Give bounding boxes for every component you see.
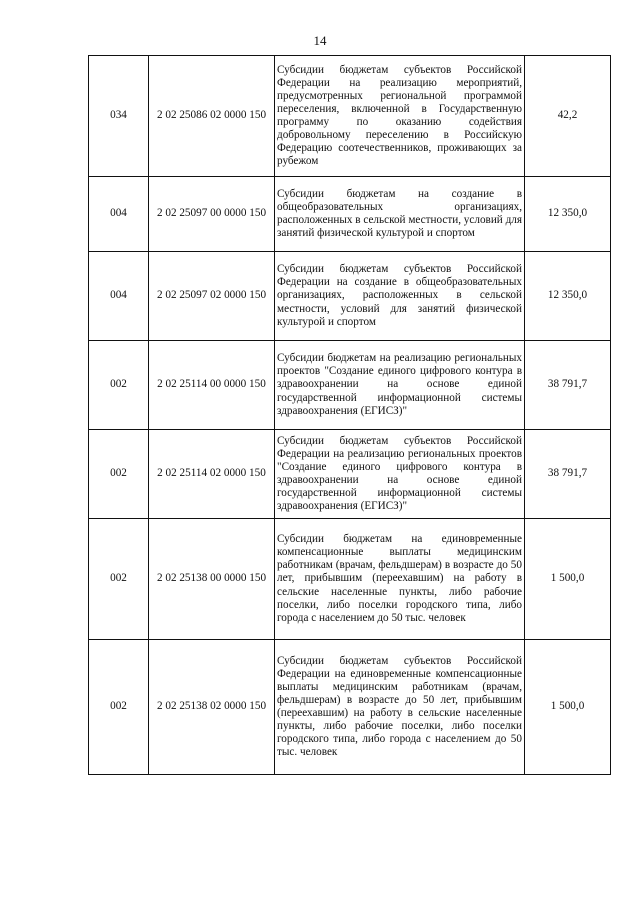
admin-code-cell: 034 <box>89 56 149 177</box>
admin-code-cell: 002 <box>89 640 149 775</box>
admin-code-cell: 002 <box>89 519 149 640</box>
amount-cell: 38 791,7 <box>525 430 611 519</box>
table-row <box>89 341 611 430</box>
amount-cell: 38 791,7 <box>525 341 611 430</box>
amount-cell: 1 500,0 <box>525 640 611 775</box>
description-cell: Субсидии бюджетам субъектов Российской Федерации на реализацию мероприятий, предусмотренных региональной программой переселения, включенной в Государственную программу по оказанию содействия добровольному переселению в Российскую Федерацию соотечественников, проживающих за рубежом <box>275 56 525 177</box>
amount-cell: 42,2 <box>525 56 611 177</box>
kbk-code-cell: 2 02 25138 02 0000 150 <box>149 640 275 775</box>
admin-code-cell: 002 <box>89 430 149 519</box>
table-row <box>89 56 611 177</box>
admin-code-cell: 004 <box>89 177 149 252</box>
description-cell: Субсидии бюджетам субъектов Российской Федерации на создание в общеобразовательных организациях, расположенных в сельской местности, условий для занятий физической культурой и спортом <box>275 252 525 341</box>
table-row <box>89 430 611 519</box>
admin-code-cell: 002 <box>89 341 149 430</box>
kbk-code-cell: 2 02 25086 02 0000 150 <box>149 56 275 177</box>
table-row <box>89 519 611 640</box>
description-cell: Субсидии бюджетам субъектов Российской Федерации на реализацию региональных проектов "Создание единого цифрового контура в здравоохранении на основе единой государственной информационной системы здравоохранения (ЕГИСЗ)" <box>275 430 525 519</box>
kbk-code-cell: 2 02 25138 00 0000 150 <box>149 519 275 640</box>
description-cell: Субсидии бюджетам на единовременные компенсационные выплаты медицинским работникам (врачам, фельдшерам) в возрасте до 50 лет, прибывшим (переехавшим) на работу в сельские населенные пункты, либо рабочие поселки, либо поселки городского типа, либо города с населением до 50 тыс. человек <box>275 519 525 640</box>
amount-cell: 1 500,0 <box>525 519 611 640</box>
amount-cell: 12 350,0 <box>525 177 611 252</box>
kbk-code-cell: 2 02 25114 02 0000 150 <box>149 430 275 519</box>
description-cell: Субсидии бюджетам на создание в общеобразовательных организациях, расположенных в сельской местности, условий для занятий физической культурой и спортом <box>275 177 525 252</box>
description-cell: Субсидии бюджетам субъектов Российской Федерации на единовременные компенсационные выплаты медицинским работникам (врачам, фельдшерам) в возрасте до 50 лет, прибывшим (переехавшим) на работу в сельские населенные пункты, либо рабочие поселки, либо поселки городского типа, либо города с населением до 50 тыс. человек <box>275 640 525 775</box>
budget-revenue-table <box>88 55 611 775</box>
admin-code-cell: 004 <box>89 252 149 341</box>
table-row <box>89 640 611 775</box>
table-row <box>89 177 611 252</box>
kbk-code-cell: 2 02 25097 02 0000 150 <box>149 252 275 341</box>
description-cell: Субсидии бюджетам на реализацию региональных проектов "Создание единого цифрового контура в здравоохранении на основе единой государственной информационной системы здравоохранения (ЕГИСЗ)" <box>275 341 525 430</box>
kbk-code-cell: 2 02 25114 00 0000 150 <box>149 341 275 430</box>
amount-cell: 12 350,0 <box>525 252 611 341</box>
kbk-code-cell: 2 02 25097 00 0000 150 <box>149 177 275 252</box>
table-row <box>89 252 611 341</box>
page-number: 14 <box>313 33 327 48</box>
